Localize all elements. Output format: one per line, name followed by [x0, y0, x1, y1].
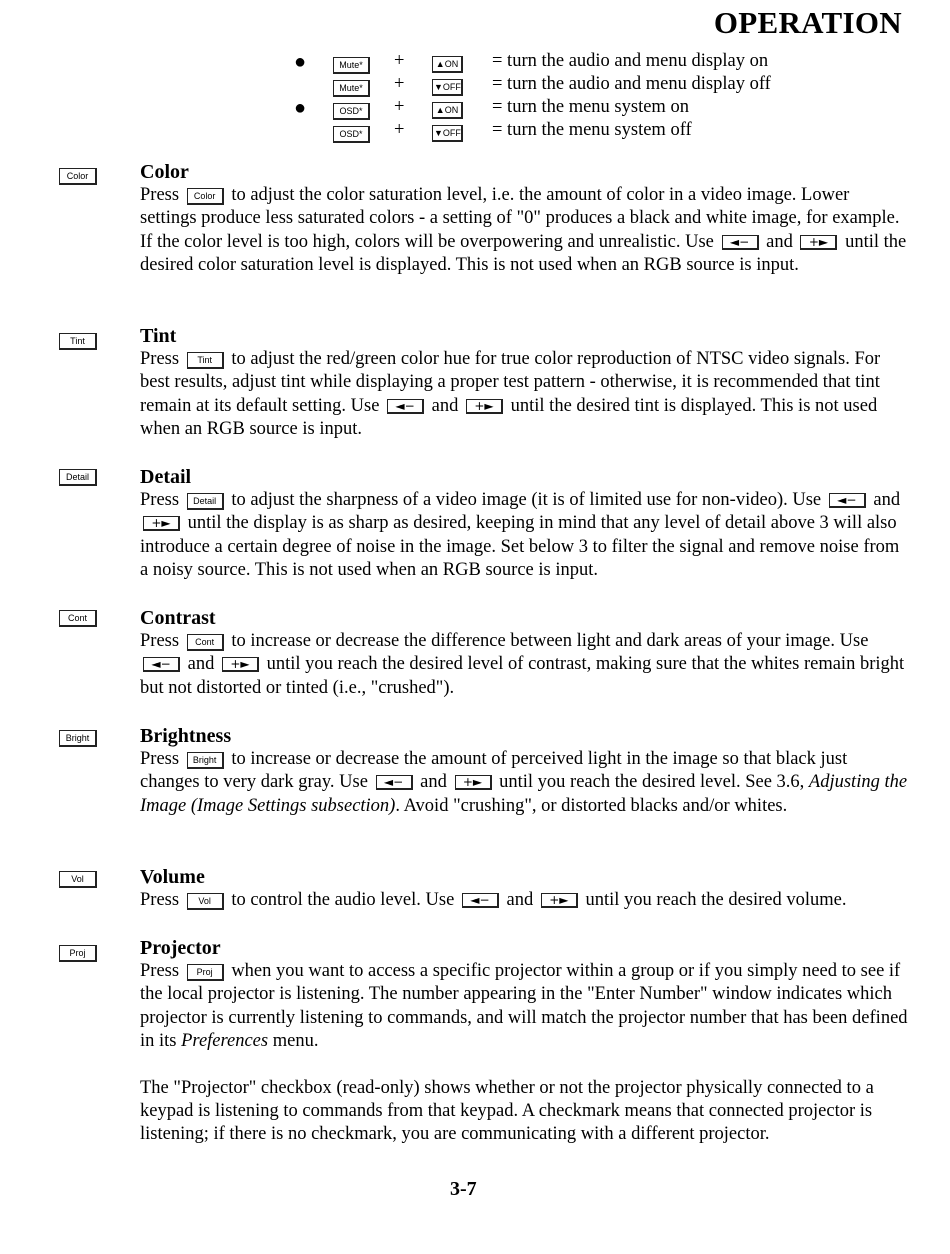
section-body: Press Color to adjust the color saturation level, i.e. the amount of color in a video image. Lower settings produce less saturated colors - a setting of "0" produces a black and white image, for example. If the color level is too high, colors will be overpowering and unrealistic. Use ◄− and +► until the desired color saturation level is displayed. This is not used when an RGB source is input.	[140, 185, 907, 276]
combo-description: = turn the menu system on	[492, 97, 689, 117]
section-body: Press Vol to control the audio level. Use ◄− and +► until you reach the desired volume.	[140, 890, 847, 910]
osd-key: OSD*	[333, 103, 370, 120]
section-volume	[140, 865, 910, 912]
combo-row	[0, 52, 950, 74]
section-body: Press Tint to adjust the red/green color hue for true color reproduction of NTSC video signals. For best results, adjust tint while displaying a proper test pattern - otherwise, it is recommended that tint remain at its default setting. Use ◄− and +► until the desired tint is displayed. This is not used when an RGB source is input.	[140, 349, 881, 440]
brightness-key-icon: Bright	[187, 752, 224, 769]
projector-key-icon: Proj	[187, 964, 224, 981]
combo-description: = turn the audio and menu display off	[492, 74, 771, 94]
left-minus-key-icon: ◄−	[376, 775, 413, 790]
plus-right-key-icon: +►	[541, 893, 578, 908]
section-title: Contrast	[140, 607, 216, 629]
plus-sign: +	[394, 74, 405, 94]
off-key: ▼OFF	[432, 125, 463, 142]
tint-key-icon: Tint	[187, 352, 224, 369]
section-body: Press Cont to increase or decrease the difference between light and dark areas of your image. Use ◄− and +► until you reach the desired level of contrast, making sure that the whites remain bright but not distorted or tinted (i.e., "crushed").	[140, 631, 905, 698]
plus-right-key-icon: +►	[800, 235, 837, 250]
on-key: ▲ON	[432, 56, 463, 73]
section-body-paragraph-2: The "Projector" checkbox (read-only) shows whether or not the projector physically connected to a keypad is listening to commands from that keypad. A checkmark means that connected projector is listening; if there is no checkmark, you are communicating with a different projector.	[140, 1077, 874, 1145]
section-body: Press Detail to adjust the sharpness of a video image (it is of limited use for non-video). Use ◄− and +► until the display is as sharp as desired, keeping in mind that any level of detail above 3 will also introduce a certain degree of noise in the image. Set below 3 to filter the signal and remove noise from a noisy source. This is not used when an RGB source is input.	[140, 490, 901, 581]
volume-key-icon: Vol	[187, 893, 224, 910]
left-minus-key-icon: ◄−	[387, 399, 424, 414]
volume-key-icon: Vol	[59, 871, 97, 888]
off-key: ▼OFF	[432, 79, 463, 96]
bullet-icon: ●	[294, 97, 307, 119]
combo-row	[0, 98, 950, 120]
left-minus-key-icon: ◄−	[722, 235, 759, 250]
combo-description: = turn the menu system off	[492, 120, 692, 140]
projector-key-icon: Proj	[59, 945, 97, 962]
section-title: Projector	[140, 937, 221, 959]
plus-right-key-icon: +►	[222, 657, 259, 672]
plus-right-key-icon: +►	[143, 516, 180, 531]
section-title: Tint	[140, 325, 177, 347]
contrast-key-icon: Cont	[59, 610, 97, 627]
plus-sign: +	[394, 51, 405, 71]
section-body: Press Bright to increase or decrease the amount of perceived light in the image so that black just changes to very dark gray. Use ◄− and +► until you reach the desired level. See 3.6, Adjusting the Image (Image Settings subsection). Avoid "crushing", or distorted blacks and/or whites.	[140, 749, 908, 816]
section-color	[140, 160, 910, 278]
color-key-icon: Color	[59, 168, 97, 185]
on-key: ▲ON	[432, 102, 463, 119]
section-brightness	[140, 724, 910, 818]
section-tint	[140, 324, 910, 442]
section-title: Brightness	[140, 725, 232, 747]
plus-sign: +	[394, 120, 405, 140]
plus-right-key-icon: +►	[466, 399, 503, 414]
section-body: Press Proj when you want to access a specific projector within a group or if you simply need to see if the local projector is listening. The number appearing in the "Enter Number" window indicates which projector is currently listening to commands, and will match the projector number that has been defined in its Preferences menu.	[140, 961, 908, 1052]
mute-key: Mute*	[333, 80, 370, 97]
tint-key-icon: Tint	[59, 333, 97, 350]
left-minus-key-icon: ◄−	[829, 493, 866, 508]
plus-right-key-icon: +►	[455, 775, 492, 790]
combo-row	[0, 75, 950, 97]
detail-key-icon: Detail	[59, 469, 97, 486]
bullet-icon: ●	[294, 51, 307, 73]
section-title: Volume	[140, 866, 205, 888]
contrast-key-icon: Cont	[187, 634, 224, 651]
page-number: 3-7	[450, 1178, 477, 1200]
combo-description: = turn the audio and menu display on	[492, 51, 769, 71]
osd-key: OSD*	[333, 126, 370, 143]
section-title: Detail	[140, 466, 192, 488]
section-detail	[140, 465, 910, 583]
detail-key-icon: Detail	[187, 493, 224, 510]
left-minus-key-icon: ◄−	[143, 657, 180, 672]
combo-row	[0, 121, 950, 143]
section-projector	[140, 936, 910, 1147]
page-header-title: OPERATION	[713, 5, 902, 40]
plus-sign: +	[394, 97, 405, 117]
brightness-key-icon: Bright	[59, 730, 97, 747]
color-key-icon: Color	[187, 188, 224, 205]
section-title: Color	[140, 161, 189, 183]
section-contrast	[140, 606, 910, 700]
mute-key: Mute*	[333, 57, 370, 74]
left-minus-key-icon: ◄−	[462, 893, 499, 908]
